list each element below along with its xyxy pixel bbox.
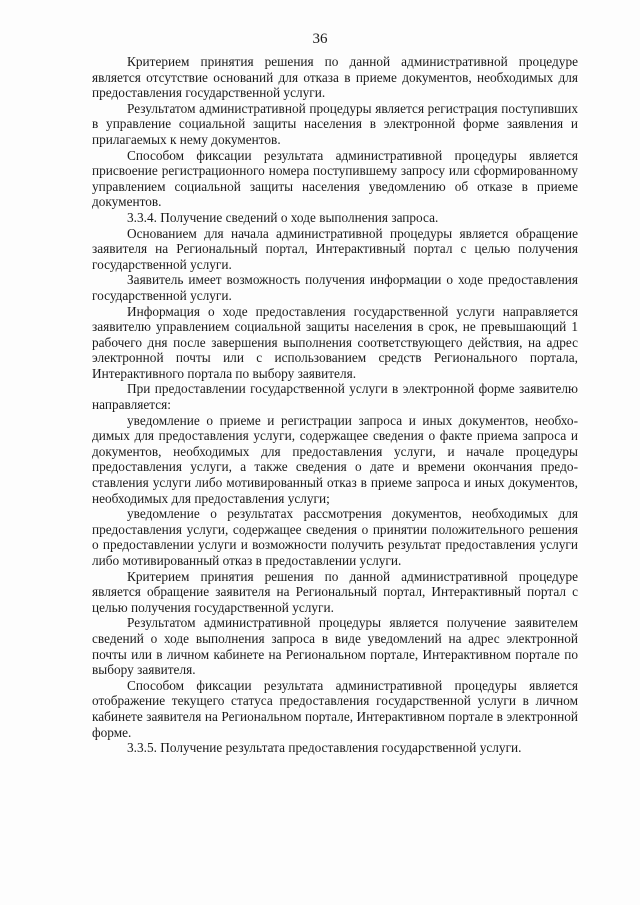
page-number: 36 <box>312 31 328 47</box>
document-body <box>92 54 578 756</box>
paragraph: Способом фиксации результата административной процедуры является присвоение регистрационного номера поступившему запросу или сформированному управлением социальной защиты населения уведомлению об отказе в приеме документов. <box>92 147 578 210</box>
paragraph: Заявитель имеет возможность получения информации о ходе предоставления государственной услуги. <box>92 272 578 303</box>
paragraph: Способом фиксации результата административной процедуры является отображение текущего статуса предоставления государственной услуги в личном кабинете заявителя на Региональном портале, Интерактивном портале в электронной форме. <box>92 677 578 740</box>
section-heading: 3.3.5. Получение результата предоставления государственной услуги. <box>127 740 522 756</box>
section-heading: 3.3.4. Получение сведений о ходе выполнения запроса. <box>127 209 439 225</box>
paragraph: Результатом административной процедуры является получение заявителем сведений о ходе выполнения запроса в виде уведомлений на адрес электронной почты или в личном кабинете на Региональном портале, Интерактивном портале по выбору заявителя. <box>92 615 578 678</box>
paragraph: уведомление о результатах рассмотрения документов, необходимых для предоставления услуги, содержащее сведения о принятии положительного решения о предоставлении услуги и возможности получить результат предоставления услуги либо мотивированный отказ в предоставлении услуги. <box>92 506 578 568</box>
paragraph: Результатом административной процедуры является регистрация поступивших в управление социальной защиты населения в электронной форме заявления и прилагаемых к нему документов. <box>92 100 578 147</box>
paragraph: уведомление о приеме и регистрации запроса и иных документов, необходимых для предоставления услуги, содержащее сведения о факте приема запроса и документов, необходимых для предоставления услуги, и начале процедуры предоставления услуги, а также сведения о дате и времени окончания предоставления услуги либо мотивированный отказ в приеме запроса и иных документов, необходимых для предоставления услуги; <box>92 412 578 506</box>
paragraph: При предоставлении государственной услуги в электронной форме заявителю направляется: <box>92 381 578 413</box>
paragraph: Основанием для начала административной процедуры является обращение заявителя на Региональный портал, Интерактивный портал с целью получения государственной услуги. <box>92 225 578 272</box>
paragraph: Критерием принятия решения по данной административной процедуре является отсутствие оснований для отказа в приеме документов, необходимых для предоставления государственной услуги. <box>92 54 578 101</box>
paragraph: Информация о ходе предоставления государственной услуги направляется заявителю управлением социальной защиты населения в срок, не превышающий 1 рабочего дня после завершения выполнения соответствующего действия, на адрес электронной почты или с использованием средств Регионального портала, Интерактивного портала по выбору заявителя. <box>92 303 578 381</box>
paragraph: Критерием принятия решения по данной административной процедуре является обращение заявителя на Региональный портал, Интерактивный портал с целью получения государственной услуги. <box>92 568 578 615</box>
